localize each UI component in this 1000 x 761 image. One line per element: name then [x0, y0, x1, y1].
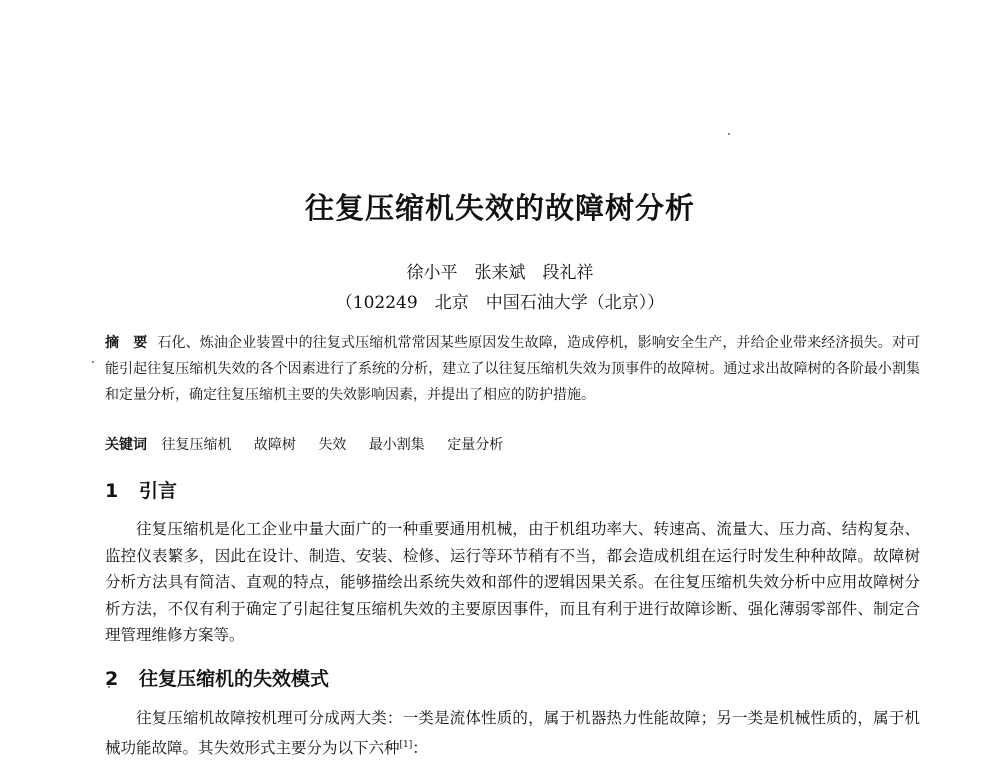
abstract-label: 摘 要	[105, 335, 148, 351]
section-heading-introduction	[105, 476, 177, 503]
section-title: 引言	[139, 480, 178, 502]
abstract-text: 石化、炼油企业装置中的往复式压缩机常常因某些原因发生故障，造成停机，影响安全生产，并给企业带来经济损失。对可能引起往复压缩机失效的各个因素进行了系统的分析，建立了以往复压缩机失效为顶事件的故障树。通过求出故障树的各阶最小割集和定量分析，确定往复压缩机主要的失效影响因素，并提出了相应的防护措施。	[105, 335, 920, 403]
keywords	[105, 434, 920, 456]
keyword: 最小割集	[368, 437, 425, 453]
keyword: 定量分析	[447, 437, 504, 453]
section-number: 2	[105, 668, 119, 690]
keyword: 故障树	[253, 437, 296, 453]
section-paragraph	[105, 705, 920, 761]
scan-speck	[728, 133, 730, 135]
citation: [1]	[399, 739, 413, 750]
keyword: 往复压缩机	[161, 437, 232, 453]
scan-speck	[92, 361, 94, 363]
section-paragraph: 往复压缩机是化工企业中量大面广的一种重要通用机械，由于机组功率大、转速高、流量大、压力高、结构复杂、监控仪表繁多，因此在设计、制造、安装、检修、运行等环节稍有不当，都会造成机组在运行时发生种种故障。故障树分析方法具有简洁、直观的特点，能够描绘出系统失效和部件的逻辑因果关系。在往复压缩机失效分析中应用故障树分析方法，不仅有利于确定了引起往复压缩机失效的主要原因事件，而且有利于进行故障诊断、强化薄弱零部件、制定合理管理维修方案等。	[105, 520, 920, 644]
section-number: 1	[105, 480, 119, 502]
section-title: 往复压缩机的失效模式	[139, 668, 330, 690]
abstract	[105, 330, 920, 408]
keyword: 失效	[318, 437, 347, 453]
paragraph-text: 往复压缩机故障按机理可分成两大类：一类是流体性质的，属于机器热力性能故障；另一类是机械性质的，属于机械功能故障。其失效形式主要分为以下六种	[105, 709, 920, 757]
paper-title: 往复压缩机失效的故障树分析	[304, 191, 695, 225]
keywords-label: 关键词	[105, 437, 147, 453]
author-list: 徐小平 张来斌 段礼祥	[406, 263, 594, 283]
section-heading-failure-modes	[105, 664, 329, 691]
affiliation: （102249 北京 中国石油大学（北京））	[335, 293, 665, 313]
paragraph-tail: ：	[412, 738, 428, 757]
